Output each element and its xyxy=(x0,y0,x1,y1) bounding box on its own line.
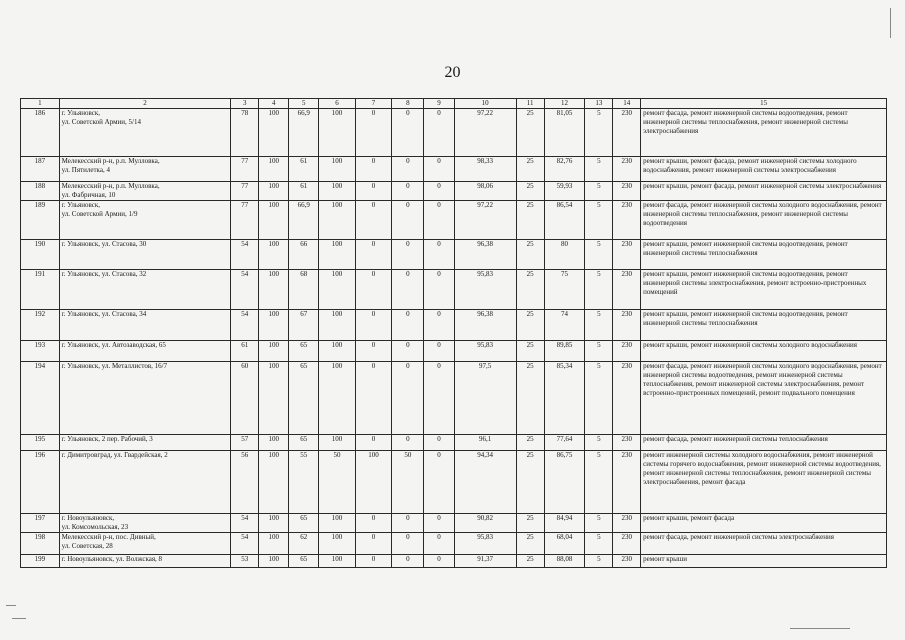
row-number: 186 xyxy=(21,109,60,157)
value-cell: 68,04 xyxy=(544,533,585,555)
value-cell: 230 xyxy=(613,157,641,182)
address-cell: Мелекесский р-н, пос. Дивный, ул. Советская, 28 xyxy=(59,533,231,555)
value-cell: 96,38 xyxy=(454,310,516,341)
value-cell: 25 xyxy=(516,240,544,270)
value-cell: 100 xyxy=(319,533,355,555)
value-cell: 5 xyxy=(585,533,613,555)
value-cell: 77 xyxy=(231,182,259,201)
value-cell: 25 xyxy=(516,109,544,157)
value-cell: 25 xyxy=(516,533,544,555)
value-cell: 0 xyxy=(424,310,454,341)
value-cell: 0 xyxy=(392,362,424,435)
value-cell: 66,9 xyxy=(289,109,319,157)
value-cell: 25 xyxy=(516,362,544,435)
row-number: 187 xyxy=(21,157,60,182)
value-cell: 0 xyxy=(424,240,454,270)
table-row xyxy=(21,341,887,362)
value-cell: 0 xyxy=(355,341,391,362)
value-cell: 5 xyxy=(585,270,613,310)
value-cell: 65 xyxy=(289,362,319,435)
column-header: 3 xyxy=(231,99,259,109)
value-cell: 0 xyxy=(355,310,391,341)
column-header: 5 xyxy=(289,99,319,109)
value-cell: 0 xyxy=(424,451,454,514)
works-cell: ремонт крыши, ремонт фасада xyxy=(641,514,887,533)
works-cell: ремонт крыши, ремонт фасада, ремонт инженерной системы электроснабжения xyxy=(641,182,887,201)
value-cell: 53 xyxy=(231,555,259,568)
column-header: 14 xyxy=(613,99,641,109)
row-number: 196 xyxy=(21,451,60,514)
value-cell: 98,33 xyxy=(454,157,516,182)
value-cell: 100 xyxy=(259,109,289,157)
value-cell: 74 xyxy=(544,310,585,341)
value-cell: 68 xyxy=(289,270,319,310)
value-cell: 5 xyxy=(585,310,613,341)
value-cell: 0 xyxy=(424,270,454,310)
value-cell: 100 xyxy=(259,182,289,201)
value-cell: 80 xyxy=(544,240,585,270)
row-number: 192 xyxy=(21,310,60,341)
works-cell: ремонт крыши, ремонт инженерной системы водоотведения, ремонт инженерной системы электроснабжения, ремонт встроенно-пристроенных помещений xyxy=(641,270,887,310)
value-cell: 62 xyxy=(289,533,319,555)
value-cell: 50 xyxy=(392,451,424,514)
value-cell: 100 xyxy=(259,240,289,270)
value-cell: 0 xyxy=(424,201,454,240)
value-cell: 91,37 xyxy=(454,555,516,568)
value-cell: 0 xyxy=(355,533,391,555)
value-cell: 0 xyxy=(355,157,391,182)
table-row xyxy=(21,270,887,310)
address-cell: г. Ульяновск, ул. Стасова, 34 xyxy=(59,310,231,341)
column-header: 8 xyxy=(392,99,424,109)
value-cell: 25 xyxy=(516,201,544,240)
value-cell: 98,06 xyxy=(454,182,516,201)
value-cell: 0 xyxy=(392,201,424,240)
value-cell: 0 xyxy=(355,182,391,201)
value-cell: 100 xyxy=(319,362,355,435)
value-cell: 230 xyxy=(613,435,641,451)
value-cell: 55 xyxy=(289,451,319,514)
value-cell: 100 xyxy=(259,514,289,533)
value-cell: 25 xyxy=(516,451,544,514)
value-cell: 66 xyxy=(289,240,319,270)
table-row xyxy=(21,201,887,240)
value-cell: 96,1 xyxy=(454,435,516,451)
value-cell: 0 xyxy=(424,182,454,201)
value-cell: 100 xyxy=(319,201,355,240)
value-cell: 100 xyxy=(319,240,355,270)
value-cell: 56 xyxy=(231,451,259,514)
value-cell: 86,54 xyxy=(544,201,585,240)
row-number: 189 xyxy=(21,201,60,240)
works-cell: ремонт крыши, ремонт инженерной системы водоотведения, ремонт инженерной системы теплоснабжения xyxy=(641,240,887,270)
value-cell: 0 xyxy=(392,533,424,555)
value-cell: 0 xyxy=(355,555,391,568)
value-cell: 25 xyxy=(516,435,544,451)
row-number: 191 xyxy=(21,270,60,310)
scan-mark xyxy=(790,628,850,629)
value-cell: 5 xyxy=(585,341,613,362)
row-number: 193 xyxy=(21,341,60,362)
value-cell: 0 xyxy=(355,240,391,270)
value-cell: 77 xyxy=(231,201,259,240)
value-cell: 100 xyxy=(259,435,289,451)
table-row xyxy=(21,109,887,157)
value-cell: 0 xyxy=(392,157,424,182)
value-cell: 100 xyxy=(319,157,355,182)
value-cell: 0 xyxy=(355,435,391,451)
value-cell: 5 xyxy=(585,240,613,270)
works-cell: ремонт фасада, ремонт инженерной системы холодного водоснабжения, ремонт инженерной системы теплоснабжения, ремонт инженерной системы водоотведения xyxy=(641,201,887,240)
value-cell: 100 xyxy=(259,341,289,362)
works-cell: ремонт фасада, ремонт инженерной системы водоотведения, ремонт инженерной системы теплоснабжения, ремонт инженерной системы электроснабжения xyxy=(641,109,887,157)
value-cell: 100 xyxy=(259,201,289,240)
value-cell: 230 xyxy=(613,514,641,533)
value-cell: 100 xyxy=(319,270,355,310)
value-cell: 59,93 xyxy=(544,182,585,201)
address-cell: г. Ульяновск, ул. Стасова, 30 xyxy=(59,240,231,270)
column-header: 7 xyxy=(355,99,391,109)
column-header: 12 xyxy=(544,99,585,109)
value-cell: 100 xyxy=(319,109,355,157)
value-cell: 0 xyxy=(355,514,391,533)
value-cell: 88,08 xyxy=(544,555,585,568)
value-cell: 0 xyxy=(424,435,454,451)
value-cell: 5 xyxy=(585,514,613,533)
value-cell: 100 xyxy=(259,451,289,514)
row-number: 199 xyxy=(21,555,60,568)
value-cell: 5 xyxy=(585,451,613,514)
address-cell: г. Ульяновск, ул. Стасова, 32 xyxy=(59,270,231,310)
value-cell: 77,64 xyxy=(544,435,585,451)
address-cell: Мелекесский р-н, р.п. Мулловка, ул. Фабричная, 10 xyxy=(59,182,231,201)
value-cell: 25 xyxy=(516,182,544,201)
value-cell: 97,22 xyxy=(454,201,516,240)
value-cell: 0 xyxy=(392,435,424,451)
column-number-row xyxy=(21,99,887,109)
value-cell: 230 xyxy=(613,182,641,201)
value-cell: 0 xyxy=(424,533,454,555)
value-cell: 25 xyxy=(516,157,544,182)
value-cell: 75 xyxy=(544,270,585,310)
value-cell: 50 xyxy=(319,451,355,514)
address-cell: г. Ульяновск, ул. Советской Армии, 5/14 xyxy=(59,109,231,157)
table-row xyxy=(21,362,887,435)
row-number: 195 xyxy=(21,435,60,451)
value-cell: 95,83 xyxy=(454,533,516,555)
value-cell: 57 xyxy=(231,435,259,451)
works-cell: ремонт инженерной системы холодного водоснабжения, ремонт инженерной системы горячего водоснабжения, ремонт инженерной системы водоотведения, ремонт инженерной системы теплоснабжения, ремонт инженерной системы электроснабжения, ремонт фасада xyxy=(641,451,887,514)
value-cell: 230 xyxy=(613,109,641,157)
table-row xyxy=(21,435,887,451)
value-cell: 5 xyxy=(585,362,613,435)
row-number: 188 xyxy=(21,182,60,201)
table-row xyxy=(21,451,887,514)
value-cell: 100 xyxy=(319,341,355,362)
row-number: 194 xyxy=(21,362,60,435)
value-cell: 65 xyxy=(289,435,319,451)
table-row xyxy=(21,514,887,533)
address-cell: г. Ульяновск, ул. Автозаводская, 65 xyxy=(59,341,231,362)
value-cell: 25 xyxy=(516,514,544,533)
address-cell: г. Новоульяновск, ул. Волжская, 8 xyxy=(59,555,231,568)
value-cell: 5 xyxy=(585,435,613,451)
table-row xyxy=(21,533,887,555)
value-cell: 0 xyxy=(392,514,424,533)
value-cell: 67 xyxy=(289,310,319,341)
value-cell: 78 xyxy=(231,109,259,157)
table-row xyxy=(21,555,887,568)
address-cell: г. Ульяновск, 2 пер. Рабочий, 3 xyxy=(59,435,231,451)
value-cell: 100 xyxy=(319,514,355,533)
value-cell: 100 xyxy=(319,182,355,201)
value-cell: 5 xyxy=(585,201,613,240)
column-header: 11 xyxy=(516,99,544,109)
value-cell: 54 xyxy=(231,310,259,341)
value-cell: 65 xyxy=(289,514,319,533)
value-cell: 25 xyxy=(516,555,544,568)
column-header: 6 xyxy=(319,99,355,109)
value-cell: 5 xyxy=(585,555,613,568)
value-cell: 100 xyxy=(259,533,289,555)
value-cell: 60 xyxy=(231,362,259,435)
value-cell: 65 xyxy=(289,555,319,568)
value-cell: 0 xyxy=(392,310,424,341)
value-cell: 54 xyxy=(231,240,259,270)
value-cell: 230 xyxy=(613,533,641,555)
column-header: 9 xyxy=(424,99,454,109)
value-cell: 100 xyxy=(259,362,289,435)
row-number: 197 xyxy=(21,514,60,533)
value-cell: 0 xyxy=(424,514,454,533)
value-cell: 5 xyxy=(585,157,613,182)
works-cell: ремонт фасада, ремонт инженерной системы холодного водоснабжения, ремонт инженерной системы водоотведения, ремонт инженерной системы теплоснабжения, ремонт инженерной системы электроснабжения, ремонт встроенно-пристроенных помещений, ремонт подвального помещения xyxy=(641,362,887,435)
column-header: 4 xyxy=(259,99,289,109)
column-header: 1 xyxy=(21,99,60,109)
value-cell: 230 xyxy=(613,341,641,362)
column-header: 2 xyxy=(59,99,231,109)
value-cell: 25 xyxy=(516,310,544,341)
value-cell: 0 xyxy=(424,362,454,435)
works-cell: ремонт крыши xyxy=(641,555,887,568)
value-cell: 230 xyxy=(613,555,641,568)
value-cell: 95,83 xyxy=(454,341,516,362)
value-cell: 82,76 xyxy=(544,157,585,182)
works-cell: ремонт крыши, ремонт инженерной системы холодного водоснабжения xyxy=(641,341,887,362)
value-cell: 0 xyxy=(355,270,391,310)
value-cell: 100 xyxy=(355,451,391,514)
value-cell: 89,85 xyxy=(544,341,585,362)
works-cell: ремонт крыши, ремонт инженерной системы водоотведения, ремонт инженерной системы теплоснабжения xyxy=(641,310,887,341)
value-cell: 97,22 xyxy=(454,109,516,157)
row-number: 190 xyxy=(21,240,60,270)
table-row xyxy=(21,240,887,270)
table-row xyxy=(21,182,887,201)
value-cell: 0 xyxy=(355,201,391,240)
value-cell: 54 xyxy=(231,270,259,310)
works-cell: ремонт крыши, ремонт фасада, ремонт инженерной системы холодного водоснабжения, ремонт инженерной системы электроснабжения xyxy=(641,157,887,182)
value-cell: 100 xyxy=(319,435,355,451)
value-cell: 230 xyxy=(613,240,641,270)
value-cell: 0 xyxy=(392,240,424,270)
value-cell: 97,5 xyxy=(454,362,516,435)
value-cell: 0 xyxy=(424,555,454,568)
value-cell: 100 xyxy=(259,270,289,310)
value-cell: 5 xyxy=(585,182,613,201)
value-cell: 0 xyxy=(424,341,454,362)
value-cell: 230 xyxy=(613,362,641,435)
value-cell: 66,9 xyxy=(289,201,319,240)
value-cell: 0 xyxy=(392,341,424,362)
page-number: 20 xyxy=(444,64,461,81)
value-cell: 25 xyxy=(516,270,544,310)
value-cell: 100 xyxy=(319,310,355,341)
value-cell: 94,34 xyxy=(454,451,516,514)
address-cell: г. Новоульяновск, ул. Комсомольская, 23 xyxy=(59,514,231,533)
works-cell: ремонт фасада, ремонт инженерной системы электроснабжения xyxy=(641,533,887,555)
value-cell: 230 xyxy=(613,451,641,514)
value-cell: 0 xyxy=(355,109,391,157)
buildings-register-table xyxy=(20,98,887,568)
scan-mark xyxy=(12,618,26,619)
value-cell: 77 xyxy=(231,157,259,182)
value-cell: 0 xyxy=(392,270,424,310)
value-cell: 0 xyxy=(392,182,424,201)
value-cell: 0 xyxy=(392,109,424,157)
table-row xyxy=(21,157,887,182)
address-cell: г. Ульяновск, ул. Советской Армии, 1/9 xyxy=(59,201,231,240)
address-cell: Мелекесский р-н, р.п. Мулловка, ул. Пятилетка, 4 xyxy=(59,157,231,182)
value-cell: 0 xyxy=(392,555,424,568)
value-cell: 90,82 xyxy=(454,514,516,533)
value-cell: 61 xyxy=(231,341,259,362)
table-row xyxy=(21,310,887,341)
value-cell: 81,05 xyxy=(544,109,585,157)
value-cell: 230 xyxy=(613,270,641,310)
value-cell: 54 xyxy=(231,533,259,555)
value-cell: 85,34 xyxy=(544,362,585,435)
value-cell: 100 xyxy=(259,157,289,182)
value-cell: 65 xyxy=(289,341,319,362)
value-cell: 96,38 xyxy=(454,240,516,270)
value-cell: 0 xyxy=(424,109,454,157)
address-cell: г. Ульяновск, ул. Металлистов, 16/7 xyxy=(59,362,231,435)
value-cell: 5 xyxy=(585,109,613,157)
value-cell: 230 xyxy=(613,201,641,240)
value-cell: 100 xyxy=(319,555,355,568)
works-cell: ремонт фасада, ремонт инженерной системы теплоснабжения xyxy=(641,435,887,451)
value-cell: 100 xyxy=(259,310,289,341)
value-cell: 25 xyxy=(516,341,544,362)
column-header: 10 xyxy=(454,99,516,109)
value-cell: 0 xyxy=(424,157,454,182)
column-header: 13 xyxy=(585,99,613,109)
value-cell: 95,83 xyxy=(454,270,516,310)
row-number: 198 xyxy=(21,533,60,555)
value-cell: 84,94 xyxy=(544,514,585,533)
value-cell: 0 xyxy=(355,362,391,435)
value-cell: 54 xyxy=(231,514,259,533)
value-cell: 100 xyxy=(259,555,289,568)
address-cell: г. Димитровград, ул. Гвардейская, 2 xyxy=(59,451,231,514)
value-cell: 61 xyxy=(289,157,319,182)
value-cell: 230 xyxy=(613,310,641,341)
scan-mark xyxy=(6,605,16,606)
value-cell: 86,75 xyxy=(544,451,585,514)
scan-mark xyxy=(890,8,891,38)
column-header: 15 xyxy=(641,99,887,109)
value-cell: 61 xyxy=(289,182,319,201)
